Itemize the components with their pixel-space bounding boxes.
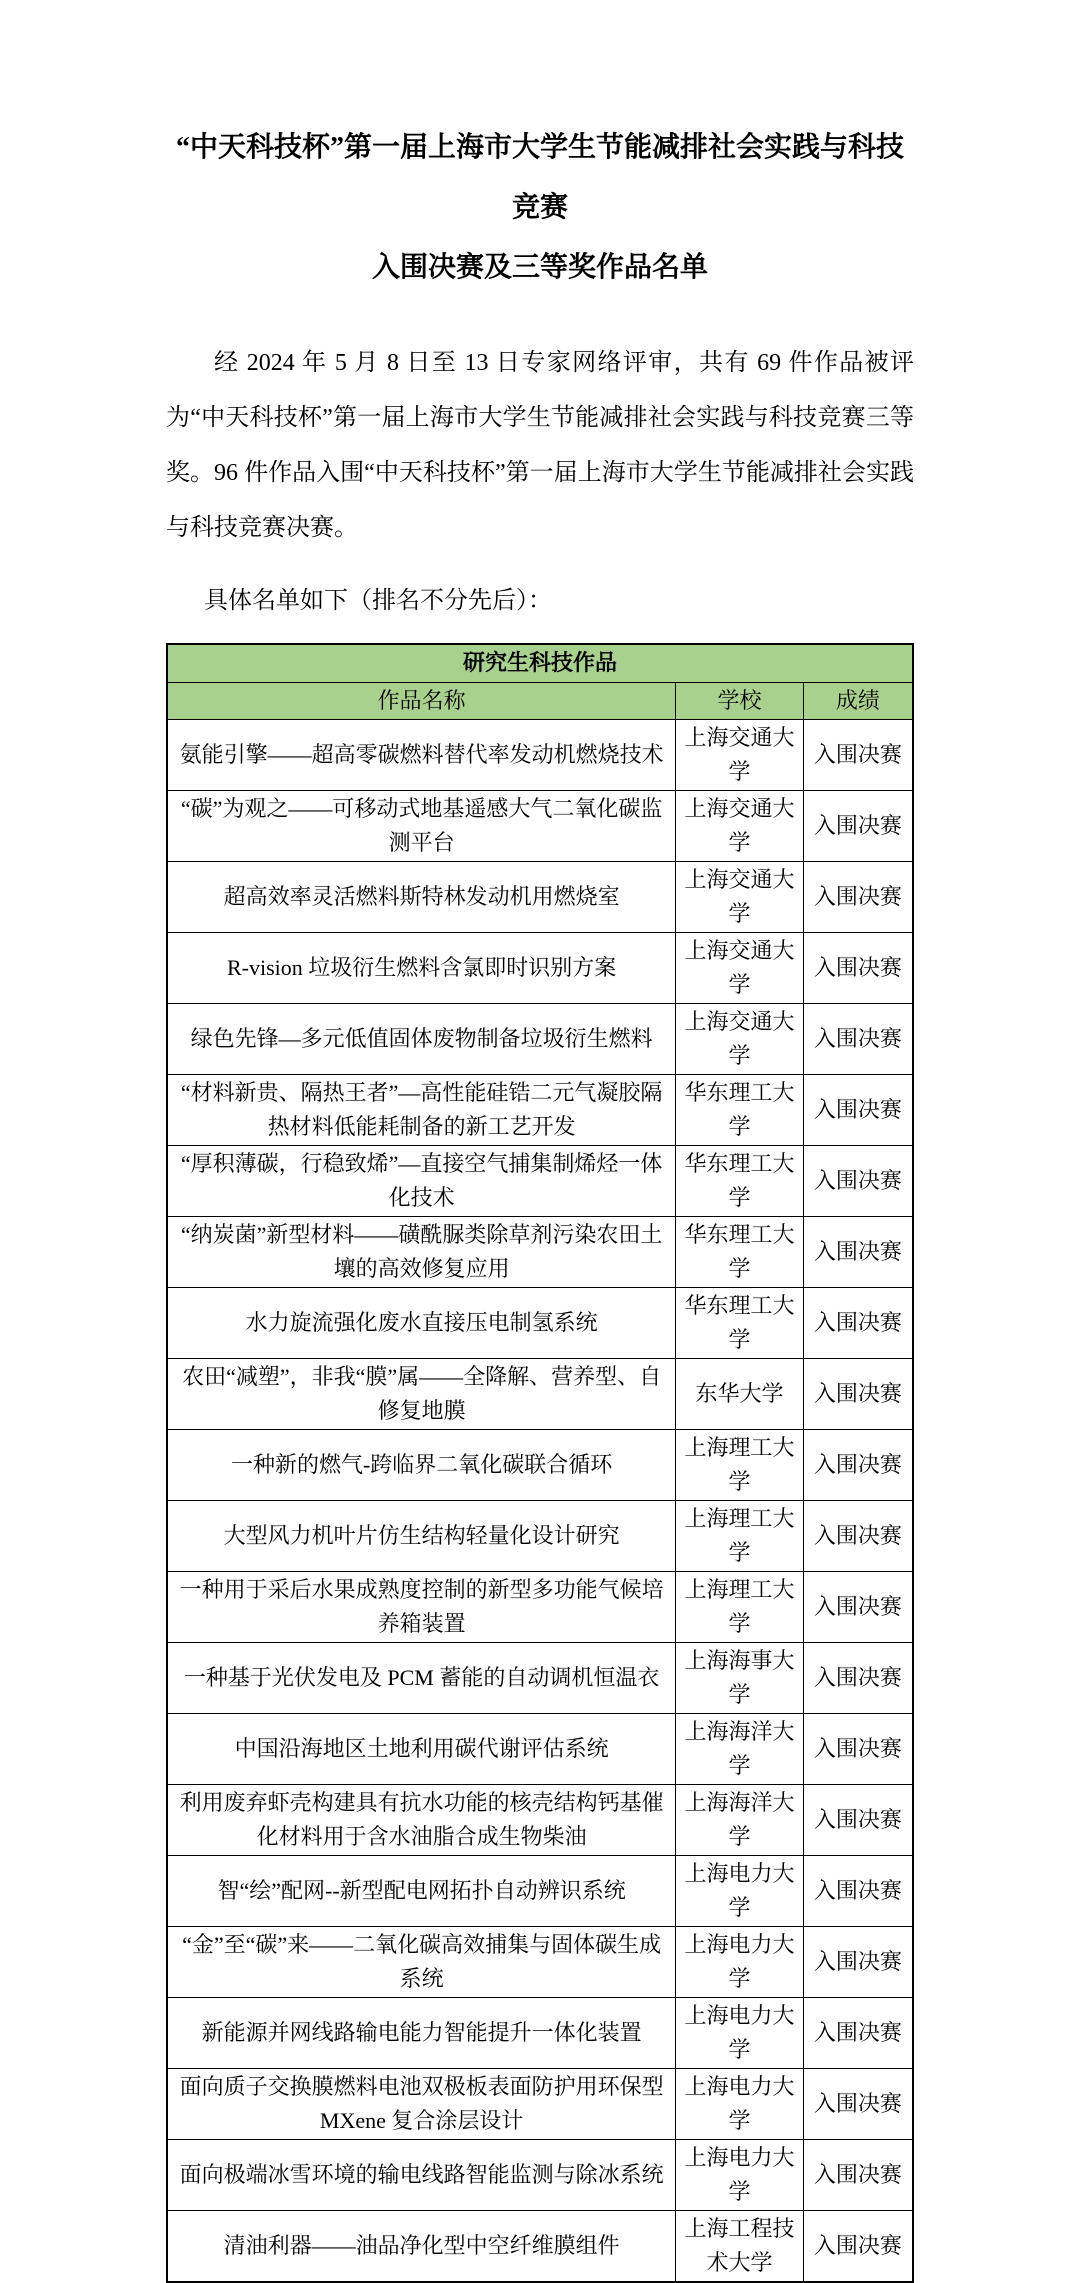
table-row [167,2068,913,2139]
school-cell: 华东理工大学 [676,1145,804,1216]
work-title-cell: 农田“减塑”，非我“膜”属——全降解、营养型、自修复地膜 [167,1358,676,1429]
school-cell: 上海海洋大学 [676,1713,804,1784]
table-row [167,1074,913,1145]
table-row [167,1713,913,1784]
school-cell: 上海电力大学 [676,1997,804,2068]
result-cell: 入围决赛 [803,790,913,861]
table-row [167,1997,913,2068]
school-cell: 上海电力大学 [676,2139,804,2210]
school-cell: 上海理工大学 [676,1500,804,1571]
school-cell: 华东理工大学 [676,1074,804,1145]
school-cell: 上海海事大学 [676,1642,804,1713]
work-title-cell: 一种基于光伏发电及 PCM 蓄能的自动调机恒温衣 [167,1642,676,1713]
result-cell: 入围决赛 [803,1784,913,1855]
result-cell: 入围决赛 [803,861,913,932]
work-title-cell: 面向质子交换膜燃料电池双极板表面防护用环保型 MXene 复合涂层设计 [167,2068,676,2139]
work-title-cell: 新能源并网线路输电能力智能提升一体化装置 [167,1997,676,2068]
result-cell: 入围决赛 [803,1003,913,1074]
work-title-cell: 超高效率灵活燃料斯特林发动机用燃烧室 [167,861,676,932]
work-title-cell: 绿色先锋—多元低值固体废物制备垃圾衍生燃料 [167,1003,676,1074]
table-row [167,1642,913,1713]
work-title-cell: “厚积薄碳，行稳致烯”—直接空气捕集制烯烃一体化技术 [167,1145,676,1216]
table-row [167,1287,913,1358]
document-title [166,0,914,298]
column-header-work-title: 作品名称 [167,682,676,719]
work-title-cell: “材料新贵、隔热王者”—高性能硅锆二元气凝胶隔热材料低能耗制备的新工艺开发 [167,1074,676,1145]
result-cell: 入围决赛 [803,1074,913,1145]
work-title-cell: “碳”为观之——可移动式地基遥感大气二氧化碳监测平台 [167,790,676,861]
column-header-row [167,682,913,719]
work-title-cell: 智“绘”配网--新型配电网拓扑自动辨识系统 [167,1855,676,1926]
result-cell: 入围决赛 [803,1216,913,1287]
result-cell: 入围决赛 [803,1997,913,2068]
result-cell: 入围决赛 [803,719,913,790]
work-title-cell: 面向极端冰雪环境的输电线路智能监测与除冰系统 [167,2139,676,2210]
table-row [167,932,913,1003]
title-line-2: 入围决赛及三等奖作品名单 [371,252,708,283]
result-cell: 入围决赛 [803,1145,913,1216]
table-row [167,1500,913,1571]
result-cell: 入围决赛 [803,1642,913,1713]
title-line-1: “中天科技杯”第一届上海市大学生节能减排社会实践与科技竞赛 [175,132,904,223]
column-header-result: 成绩 [803,682,913,719]
work-title-cell: 一种用于采后水果成熟度控制的新型多功能气候培养箱装置 [167,1571,676,1642]
table-row [167,861,913,932]
school-cell: 上海交通大学 [676,719,804,790]
table-row [167,1358,913,1429]
school-cell: 上海交通大学 [676,861,804,932]
school-cell: 上海交通大学 [676,1003,804,1074]
work-title-cell: R-vision 垃圾衍生燃料含氯即时识别方案 [167,932,676,1003]
table-section-title: 研究生科技作品 [167,644,913,682]
table-row [167,1003,913,1074]
work-title-cell: 中国沿海地区土地利用碳代谢评估系统 [167,1713,676,1784]
work-title-cell: “纳炭菌”新型材料——磺酰脲类除草剂污染农田土壤的高效修复应用 [167,1216,676,1287]
awards-table-body [167,719,913,2282]
work-title-cell: 水力旋流强化废水直接压电制氢系统 [167,1287,676,1358]
table-row [167,1216,913,1287]
work-title-cell: 氨能引擎——超高零碳燃料替代率发动机燃烧技术 [167,719,676,790]
result-cell: 入围决赛 [803,2068,913,2139]
table-row [167,790,913,861]
table-row [167,2210,913,2282]
awards-table-head [167,644,913,719]
table-row [167,2139,913,2210]
result-cell: 入围决赛 [803,1358,913,1429]
school-cell: 华东理工大学 [676,1216,804,1287]
result-cell: 入围决赛 [803,1855,913,1926]
table-row [167,1855,913,1926]
table-row [167,1784,913,1855]
school-cell: 上海交通大学 [676,790,804,861]
school-cell: 上海理工大学 [676,1571,804,1642]
table-row [167,1145,913,1216]
awards-table [166,643,914,2283]
school-cell: 上海电力大学 [676,2068,804,2139]
result-cell: 入围决赛 [803,1500,913,1571]
table-row [167,1429,913,1500]
school-cell: 上海电力大学 [676,1855,804,1926]
table-row [167,719,913,790]
intro-paragraph: 经 2024 年 5 月 8 日至 13 日专家网络评审，共有 69 件作品被评为“中天科技杯”第一届上海市大学生节能减排社会实践与科技竞赛三等奖。96 件作品入围“中天科技杯”第一届上海市大学生节能减排社会实践与科技竞赛决赛。 [166,350,914,541]
school-cell: 华东理工大学 [676,1287,804,1358]
table-row [167,1926,913,1997]
school-cell: 上海理工大学 [676,1429,804,1500]
result-cell: 入围决赛 [803,932,913,1003]
school-cell: 上海海洋大学 [676,1784,804,1855]
column-header-school: 学校 [676,682,804,719]
result-cell: 入围决赛 [803,2139,913,2210]
list-intro: 具体名单如下（排名不分先后）： [204,588,552,614]
result-cell: 入围决赛 [803,1926,913,1997]
school-cell: 上海交通大学 [676,932,804,1003]
work-title-cell: 大型风力机叶片仿生结构轻量化设计研究 [167,1500,676,1571]
school-cell: 上海电力大学 [676,1926,804,1997]
school-cell: 上海工程技术大学 [676,2210,804,2282]
table-row [167,1571,913,1642]
school-cell: 东华大学 [676,1358,804,1429]
work-title-cell: “金”至“碳”来——二氧化碳高效捕集与固体碳生成系统 [167,1926,676,1997]
result-cell: 入围决赛 [803,1713,913,1784]
result-cell: 入围决赛 [803,2210,913,2282]
work-title-cell: 利用废弃虾壳构建具有抗水功能的核壳结构钙基催化材料用于含水油脂合成生物柴油 [167,1784,676,1855]
result-cell: 入围决赛 [803,1429,913,1500]
document-content [166,0,914,2283]
work-title-cell: 一种新的燃气-跨临界二氧化碳联合循环 [167,1429,676,1500]
work-title-cell: 清油利器——油品净化型中空纤维膜组件 [167,2210,676,2282]
result-cell: 入围决赛 [803,1571,913,1642]
section-title-row [167,644,913,682]
result-cell: 入围决赛 [803,1287,913,1358]
